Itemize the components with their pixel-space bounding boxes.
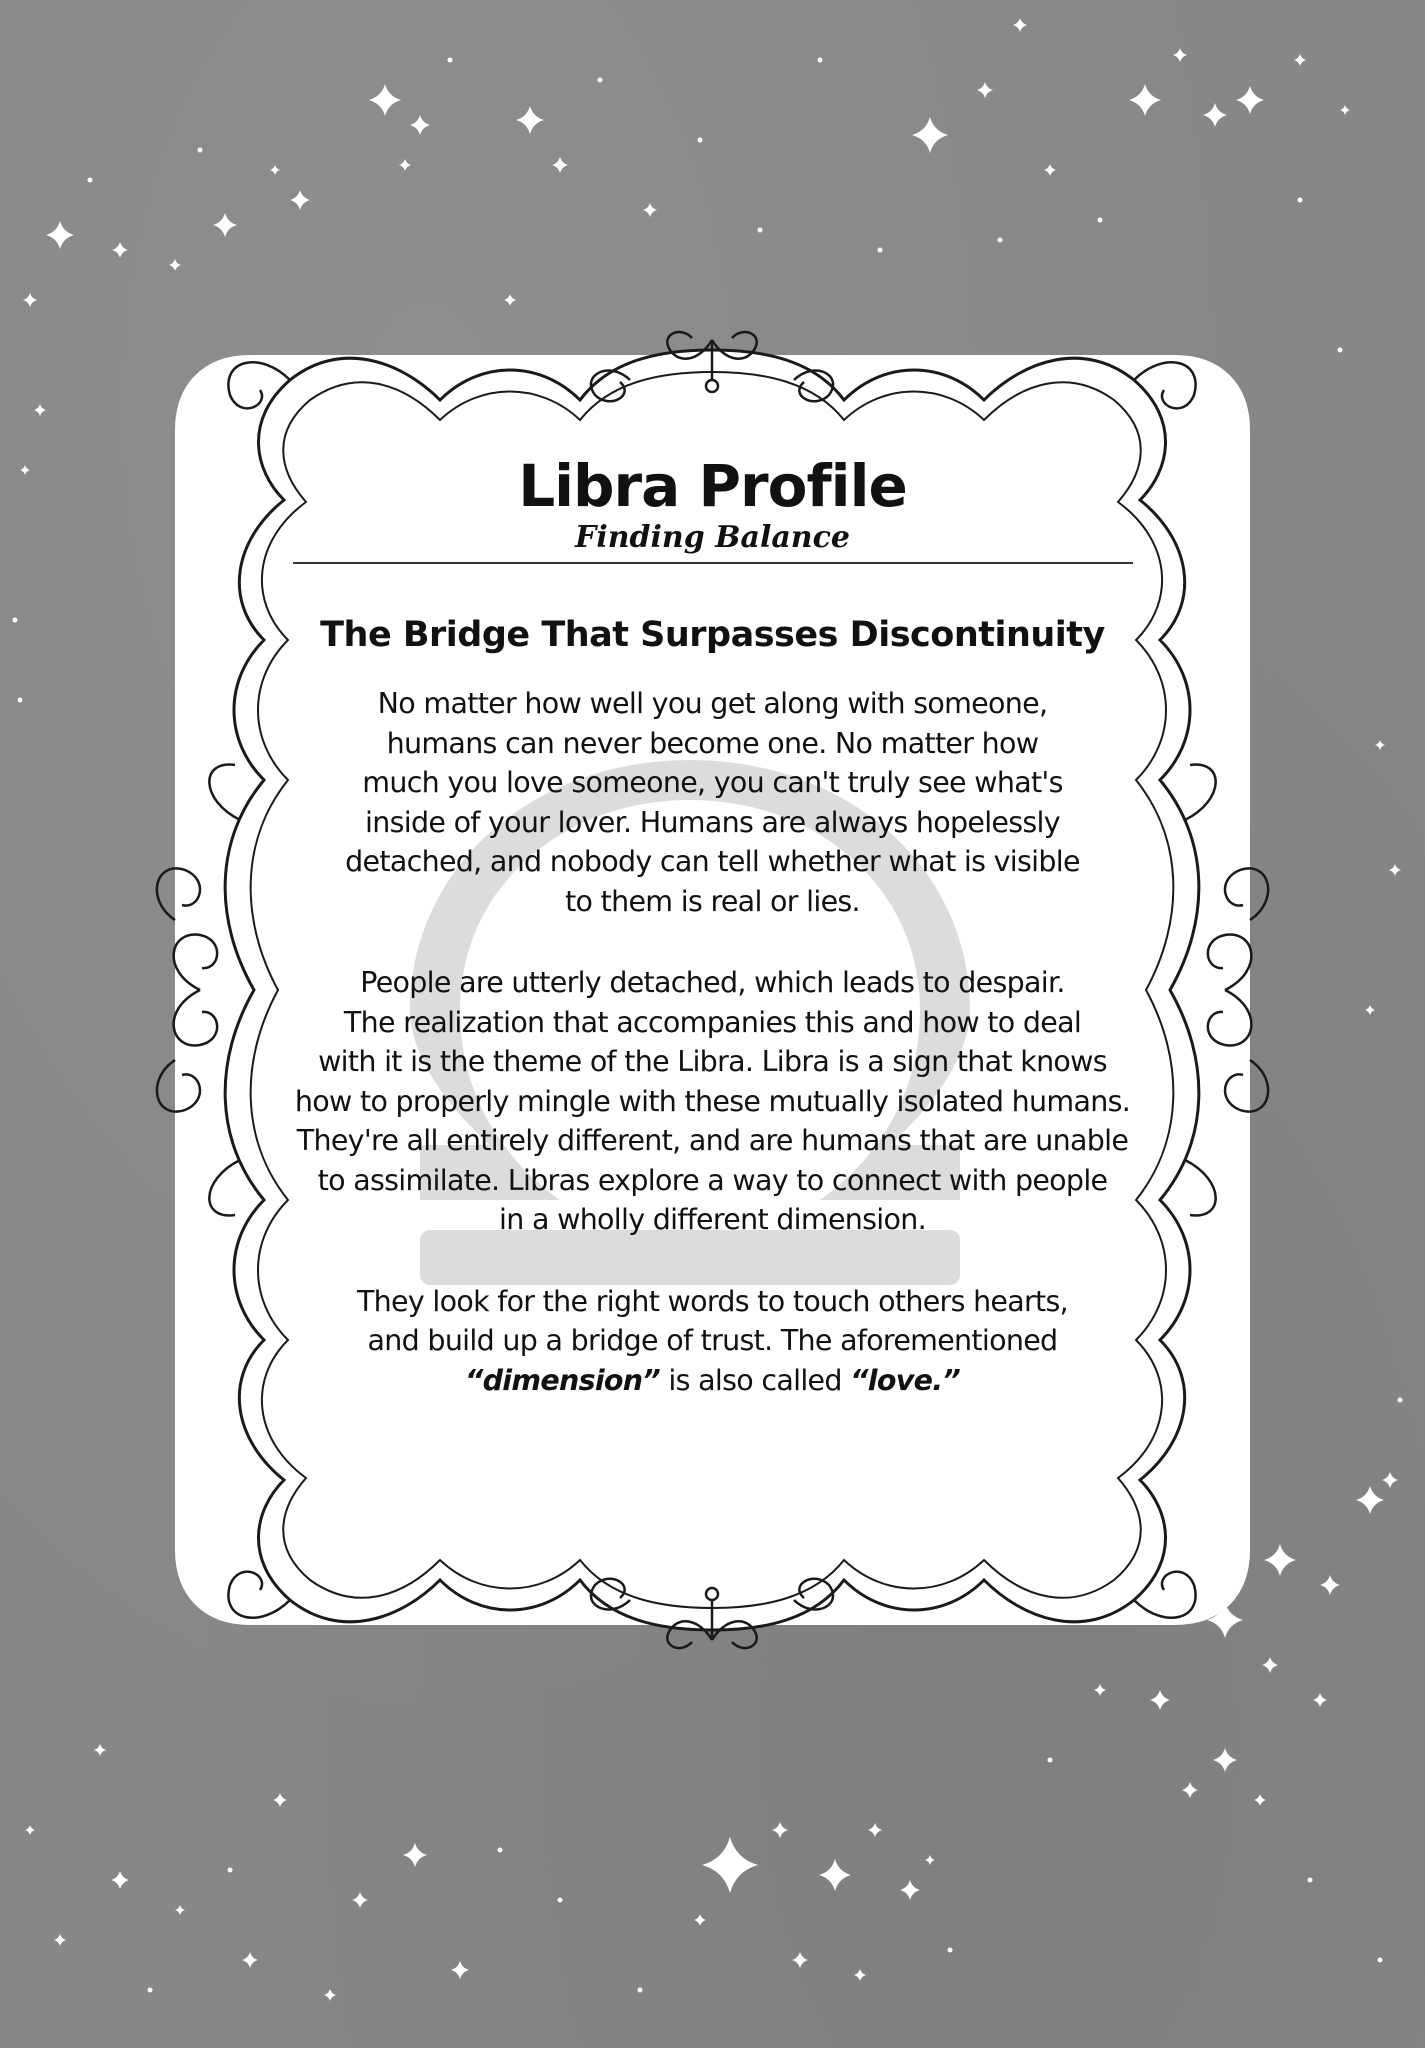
sparkle-icon (369, 84, 401, 116)
sparkle-icon (1340, 105, 1350, 115)
paragraph-line: and build up a bridge of trust. The aforementioned (367, 1324, 1058, 1358)
sparkle-icon (1294, 54, 1306, 66)
sparkle-icon (868, 1823, 882, 1837)
sparkle-dot (758, 228, 763, 233)
sparkle-icon (1236, 86, 1264, 114)
sparkle-icon (20, 465, 30, 475)
paragraph-3 (245, 1282, 1180, 1401)
profile-card (245, 452, 1180, 1442)
sparkle-icon (352, 1892, 368, 1908)
sparkle-icon (1313, 1693, 1327, 1707)
sparkle-dot (1338, 348, 1343, 353)
sparkle-icon (23, 293, 37, 307)
sparkle-icon (1129, 84, 1161, 116)
sparkle-icon (854, 1969, 866, 1981)
sparkle-icon (410, 115, 430, 135)
sparkle-icon (792, 1952, 808, 1968)
sparkle-icon (242, 1952, 258, 1968)
sparkle-icon (270, 165, 280, 175)
paragraph-line: detached, and nobody can tell whether what is visible (345, 845, 1080, 879)
sparkle-icon (1389, 864, 1401, 876)
sparkle-icon (112, 242, 128, 258)
sparkle-dot (818, 58, 823, 63)
paragraph-1 (245, 684, 1180, 921)
sparkle-icon (900, 1880, 920, 1900)
paragraph-line: in a wholly different dimension. (499, 1203, 926, 1237)
sparkle-icon (94, 1744, 106, 1756)
title-divider (293, 562, 1133, 564)
sparkle-icon (34, 404, 46, 416)
sparkle-icon (451, 1961, 469, 1979)
sparkle-icon (819, 1859, 851, 1891)
sparkle-dot (448, 58, 453, 63)
emphasis-love: “love.” (850, 1363, 961, 1397)
sparkle-dot (13, 618, 18, 623)
sparkle-dot (498, 1848, 503, 1853)
sparkle-icon (403, 1843, 427, 1867)
emphasis-connector: is also called (660, 1363, 851, 1397)
sparkle-icon (1094, 1684, 1106, 1696)
sparkle-icon (46, 221, 74, 249)
paragraph-line: They look for the right words to touch others hearts, (356, 1284, 1069, 1318)
sparkle-dot (698, 138, 703, 143)
sparkle-icon (1203, 103, 1227, 127)
page-title: Libra Profile (518, 452, 907, 520)
sparkle-icon (25, 1825, 35, 1835)
sparkle-icon (925, 1855, 935, 1865)
sparkle-icon (1365, 1005, 1375, 1015)
sparkle-icon (399, 159, 411, 171)
sparkle-dot (1398, 1398, 1403, 1403)
sparkle-dot (1298, 198, 1303, 203)
sparkle-dot (598, 78, 603, 83)
sparkle-icon (169, 259, 181, 271)
paragraph-line: with it is the theme of the Libra. Libra is a sign that knows (318, 1045, 1107, 1079)
page-subtitle: Finding Balance (575, 519, 850, 555)
paragraph-line-emphasis (245, 1361, 1180, 1401)
sparkle-dot (638, 1988, 643, 1993)
paragraph-line: They're all entirely different, and are humans that are unable (296, 1124, 1129, 1158)
sparkle-dot (998, 238, 1003, 243)
sparkle-icon (290, 190, 310, 210)
sparkle-icon (273, 1793, 287, 1807)
sparkle-icon (1173, 48, 1187, 62)
sparkle-dot (878, 248, 883, 253)
section-heading: The Bridge That Surpasses Discontinuity (320, 614, 1105, 655)
paragraph-line: The realization that accompanies this and how to deal (343, 1005, 1082, 1039)
paragraph-line: inside of your lover. Humans are always hopelessly (365, 805, 1060, 839)
sparkle-dot (1098, 218, 1103, 223)
paragraph-2 (245, 963, 1180, 1240)
sparkle-icon (643, 203, 657, 217)
sparkle-dot (948, 1948, 953, 1953)
paragraph-line: to them is real or lies. (565, 884, 860, 918)
sparkle-icon (1320, 1575, 1340, 1595)
sparkle-dot (1378, 1958, 1383, 1963)
sparkle-icon (516, 106, 544, 134)
sparkle-icon (324, 1989, 336, 2001)
sparkle-icon (54, 1934, 66, 1946)
paragraph-line: how to properly mingle with these mutually isolated humans. (294, 1084, 1131, 1118)
sparkle-icon (504, 294, 516, 306)
sparkle-dot (558, 1898, 563, 1903)
sparkle-dot (1308, 1878, 1313, 1883)
paragraph-line: much you love someone, you can't truly see what's (362, 766, 1063, 800)
sparkle-icon (1182, 1782, 1198, 1798)
sparkle-dot (18, 698, 23, 703)
sparkle-icon (213, 213, 237, 237)
sparkle-icon (694, 1914, 706, 1926)
sparkle-icon (702, 1837, 758, 1893)
sparkle-dot (88, 178, 93, 183)
sparkle-icon (1213, 1748, 1237, 1772)
paragraph-line: People are utterly detached, which leads to despair. (360, 966, 1065, 1000)
paragraph-line: to assimilate. Libras explore a way to connect with people (317, 1163, 1108, 1197)
sparkle-icon (772, 1822, 788, 1838)
paragraph-line: No matter how well you get along with someone, (377, 687, 1048, 721)
sparkle-icon (111, 1871, 129, 1889)
sparkle-icon (1013, 18, 1027, 32)
sparkle-icon (552, 157, 568, 173)
paragraph-line: humans can never become one. No matter how (386, 726, 1039, 760)
sparkle-icon (1356, 1486, 1384, 1514)
sparkle-icon (175, 1905, 185, 1915)
sparkle-dot (148, 1988, 153, 1993)
sparkle-dot (198, 148, 203, 153)
sparkle-dot (1048, 1758, 1053, 1763)
sparkle-icon (912, 117, 948, 153)
sparkle-icon (1044, 164, 1056, 176)
sparkle-icon (977, 82, 993, 98)
sparkle-icon (1150, 1690, 1170, 1710)
sparkle-icon (1254, 1794, 1266, 1806)
emphasis-dimension: “dimension” (464, 1363, 661, 1397)
sparkle-icon (1375, 740, 1385, 750)
sparkle-dot (228, 1868, 233, 1873)
sparkle-icon (1382, 1472, 1398, 1488)
